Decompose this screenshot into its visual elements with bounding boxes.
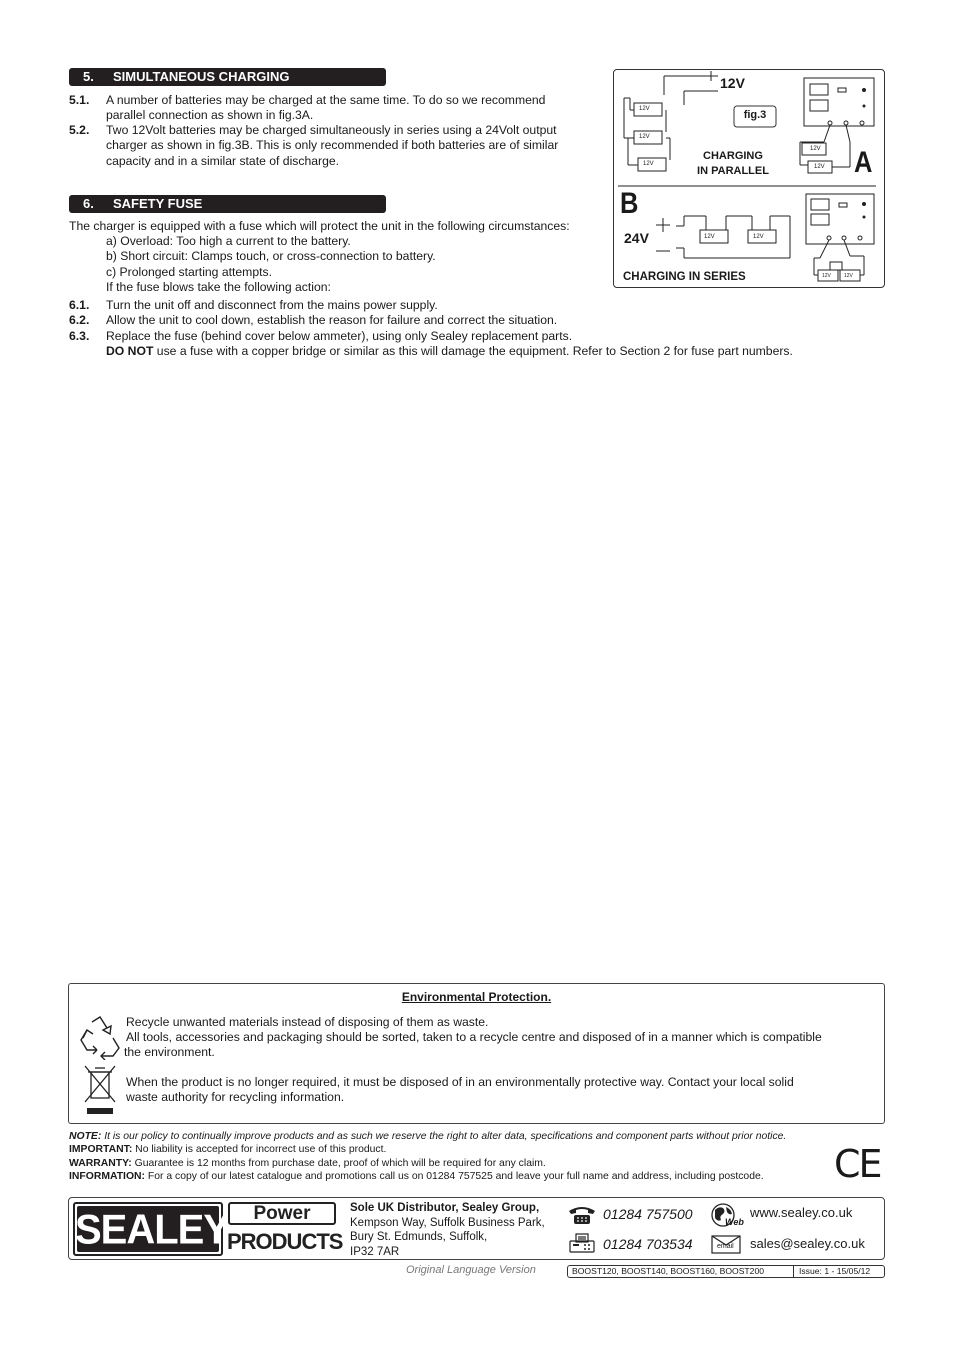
text-line: When the product is no longer required, it must be disposed of in an environmentally protective way. Contact your local solid: [126, 1075, 794, 1089]
part-a-letter: A: [854, 146, 873, 179]
battery-label: 12V: [814, 164, 825, 170]
warning-emphasis: DO NOT: [106, 344, 154, 358]
battery-label: 12V: [822, 273, 831, 279]
battery-label: 12V: [810, 146, 821, 152]
logo-text: SEALEY: [75, 1206, 230, 1254]
ce-mark: CE: [834, 1142, 881, 1186]
web-icon-label: Web: [725, 1217, 744, 1227]
text-line: A number of batteries may be charged at the same time. To do so we recommend: [106, 93, 546, 107]
power-logo: Power: [228, 1202, 336, 1225]
battery-label: 12V: [639, 106, 650, 112]
recycle-text-continued: the environment.: [124, 1045, 215, 1059]
case-line: c) Prolonged starting attempts.: [106, 264, 272, 279]
address-line: Bury St. Edmunds, Suffolk,: [350, 1231, 488, 1243]
email-icon-label: email: [717, 1243, 734, 1250]
figure-3: [613, 69, 885, 288]
parallel-caption: [688, 149, 778, 179]
section-6-heading: [69, 195, 386, 213]
item-text: Replace the fuse (behind cover below ammeter), using only Sealey replacement parts.: [106, 329, 573, 343]
recycle-icon: [77, 1014, 123, 1060]
section-5-heading: [69, 68, 386, 86]
item-number: 6.2.: [69, 313, 90, 327]
battery-label: 12V: [844, 273, 853, 279]
case-line: b) Short circuit: Clamps touch, or cross-connection to battery.: [106, 249, 436, 264]
item-text: Turn the unit off and disconnect from the mains power supply.: [106, 298, 438, 312]
note-text: It is our policy to continually improve products and as such we reserve the right to alter data, specifications and component parts without prior notice.: [101, 1131, 787, 1142]
parallel-voltage: 12V: [720, 75, 745, 91]
text-line: Recycle unwanted materials instead of disposing of them as waste.: [126, 1015, 489, 1029]
item-text: [106, 123, 558, 169]
information-label: INFORMATION:: [69, 1171, 145, 1182]
environment-title: Environmental Protection.: [401, 990, 552, 1004]
note-label: NOTE:: [69, 1131, 102, 1142]
fuse-cases: [106, 234, 436, 295]
section-title: SAFETY FUSE: [113, 196, 203, 211]
phone-number[interactable]: 01284 757500: [603, 1206, 693, 1222]
case-line: a) Overload: Too high a current to the battery.: [106, 234, 351, 248]
email-link[interactable]: sales@sealey.co.uk: [750, 1236, 865, 1251]
important-label: IMPORTANT:: [69, 1144, 133, 1155]
products-logo: PRODUCTS: [227, 1229, 343, 1254]
battery-label: 12V: [639, 134, 650, 140]
charging-diagram: [614, 70, 886, 289]
item-number: 5.1.: [69, 93, 90, 107]
caption-line: IN PARALLEL: [697, 165, 769, 177]
item-number: 6.1.: [69, 298, 90, 312]
warranty-label: WARRANTY:: [69, 1158, 132, 1169]
series-caption: CHARGING IN SERIES: [623, 271, 746, 283]
part-b-letter: B: [620, 187, 639, 220]
issue-info: Issue: 1 - 15/05/12: [799, 1266, 871, 1276]
note-line: [69, 1130, 786, 1143]
section-title: SIMULTANEOUS CHARGING: [113, 69, 290, 84]
text-line: charger as shown in fig.3B. This is only recommended if both batteries are of similar: [106, 138, 559, 153]
important-text: No liability is accepted for incorrect use of this product.: [132, 1144, 387, 1155]
address-line: IP32 7AR: [350, 1245, 400, 1258]
important-line: [69, 1143, 386, 1156]
fax-icon: [567, 1232, 597, 1254]
caption-line: CHARGING: [703, 150, 763, 162]
fuse-warning: [106, 344, 793, 359]
text-line: capacity and in a similar state of discharge.: [106, 153, 340, 168]
text-line: Two 12Volt batteries may be charged simultaneously in series using a 24Volt output: [106, 123, 557, 137]
address-line: Kempson Way, Suffolk Business Park,: [350, 1216, 545, 1229]
language-version: Original Language Version: [406, 1264, 536, 1276]
model-issue-box: [567, 1265, 885, 1278]
section-number: 6.: [83, 196, 94, 211]
distributor-name: Sole UK Distributor, Sealey Group,: [350, 1202, 540, 1214]
text-line: All tools, accessories and packaging should be sorted, taken to a recycle centre and disposed of in a manner which is compatible: [126, 1030, 822, 1045]
environmental-protection-box: [68, 983, 885, 1124]
battery-label: 12V: [704, 234, 715, 240]
text-line: parallel connection as shown in fig.3A.: [106, 108, 314, 123]
text-line: waste authority for recycling information.: [126, 1090, 345, 1105]
weee-text: [126, 1075, 794, 1106]
battery-label: 12V: [643, 161, 654, 167]
information-line: [69, 1170, 764, 1183]
figure-label: fig.3: [743, 109, 767, 121]
warranty-line: [69, 1157, 546, 1170]
fax-number[interactable]: 01284 703534: [603, 1236, 693, 1252]
recycle-text: [126, 1015, 822, 1046]
item-text: [106, 93, 545, 124]
website-link[interactable]: www.sealey.co.uk: [750, 1205, 853, 1220]
model-numbers: BOOST120, BOOST140, BOOST160, BOOST200: [572, 1266, 765, 1276]
item-number: 5.2.: [69, 123, 90, 137]
footer-box: [68, 1197, 885, 1260]
item-number: 6.3.: [69, 329, 90, 343]
case-line: If the fuse blows take the following action:: [106, 279, 331, 294]
crossed-out-bin-icon: [83, 1064, 119, 1116]
warning-text: use a fuse with a copper bridge or similar as this will damage the equipment. Refer to Section 2 for fuse part numbers.: [153, 344, 793, 358]
sealey-logo: [73, 1202, 230, 1256]
section-number: 5.: [83, 69, 94, 84]
information-text: For a copy of our latest catalogue and promotions call us on 01284 757525 and leave your full name and address, including postcode.: [145, 1171, 764, 1182]
battery-label: 12V: [753, 234, 764, 240]
fuse-intro: The charger is equipped with a fuse which will protect the unit in the following circumstances:: [69, 219, 570, 233]
telephone-icon: [567, 1205, 597, 1225]
warranty-text: Guarantee is 12 months from purchase date, proof of which will be required for any claim.: [131, 1158, 546, 1169]
item-text: Allow the unit to cool down, establish the reason for failure and correct the situation.: [106, 313, 558, 327]
distributor-address: [350, 1201, 545, 1259]
series-voltage: 24V: [624, 230, 649, 246]
